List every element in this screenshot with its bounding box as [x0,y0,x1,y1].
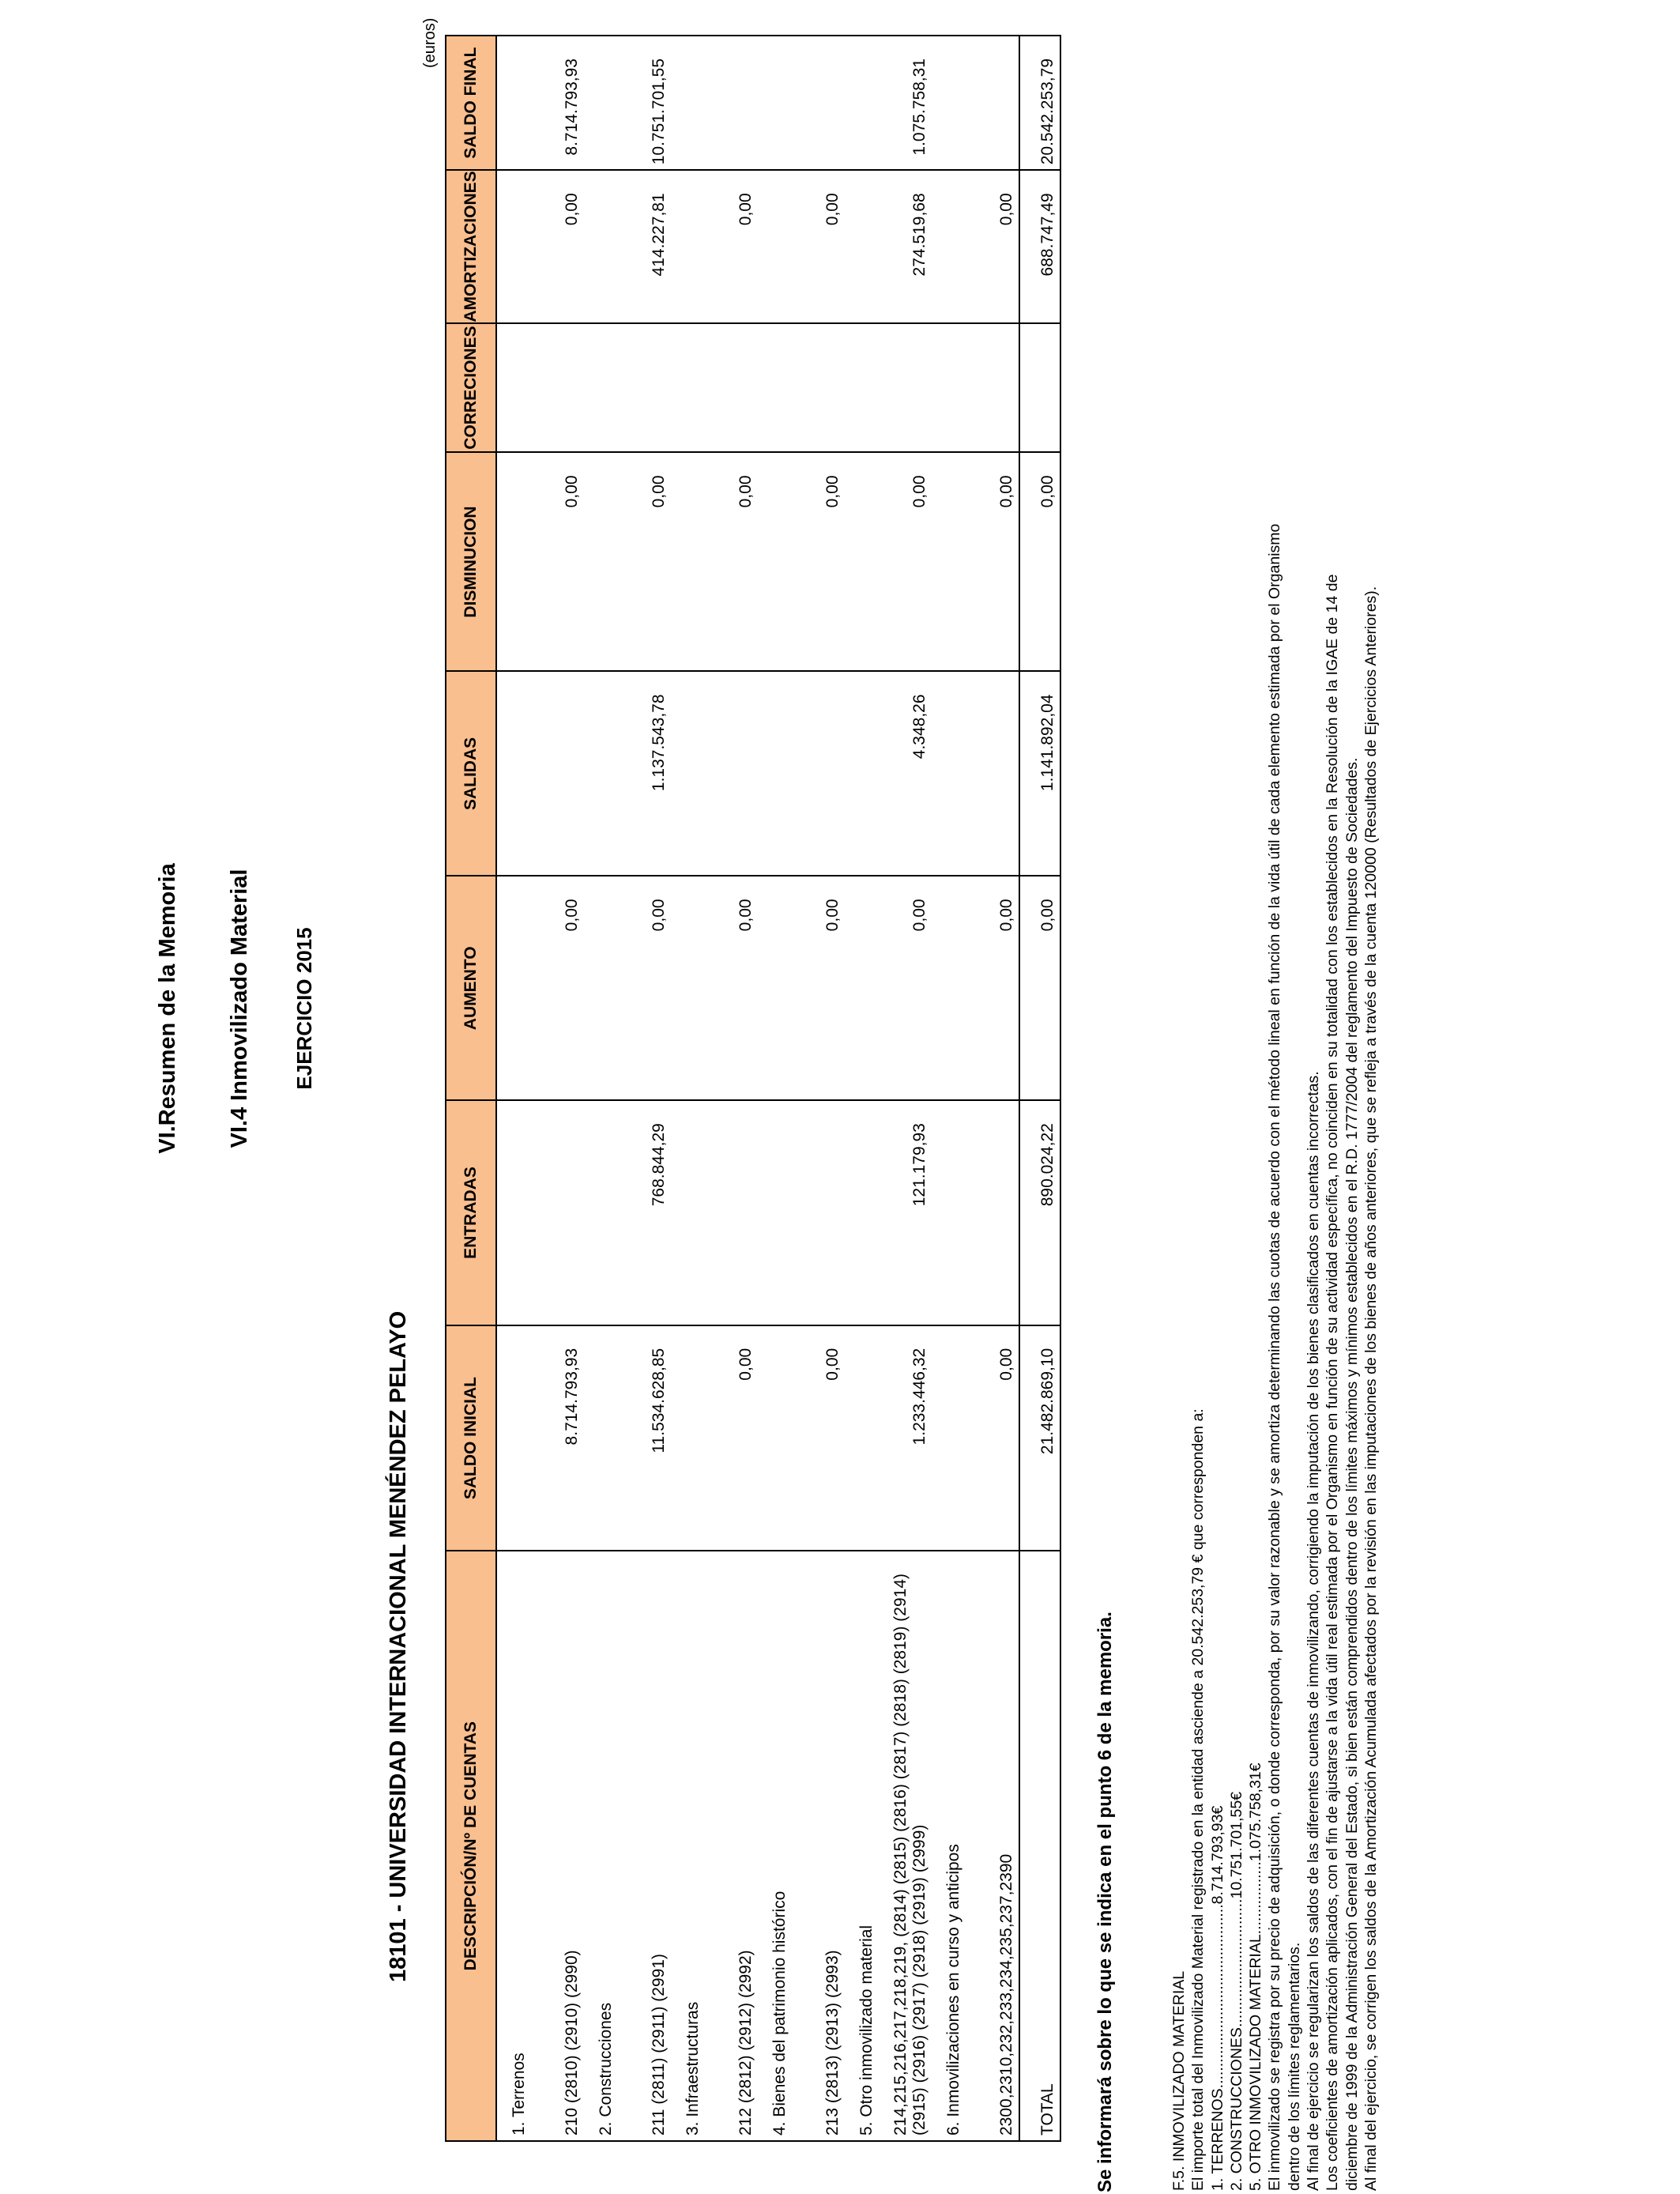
cell-value: 0,00 [802,1325,845,1551]
column-header: DISMINUCION [446,453,496,672]
cell-value: 0,00 [628,876,671,1100]
table-row [541,36,584,2141]
cell-value [889,323,932,453]
cell-value [758,170,802,322]
note-line: 1. TERRENOS...........................................8.714.793,93€ [1208,1805,1226,2191]
cell-value [932,1100,976,1325]
table-row [584,36,628,2141]
note-line: dentro de los límites reglamentarios. [1285,1942,1303,2191]
cell-value [671,1100,715,1325]
cell-value: 4.348,26 [889,671,932,876]
table-row [889,36,932,2141]
table-row [802,36,845,2141]
cell-value [496,1325,541,1551]
cell-value [976,671,1019,876]
table-row [715,36,758,2141]
cell-value: 0,00 [541,876,584,1100]
report-title: VI.Resumen de la Memoria [155,863,180,1154]
cell-value: 688.747,49 [1019,170,1060,322]
cell-value [845,170,889,322]
cell-value [496,1100,541,1325]
cell-value [932,170,976,322]
cell-value [845,1100,889,1325]
cell-value [496,323,541,453]
column-header: DESCRIPCIÓN/Nº DE CUENTAS [446,1551,496,2141]
cell-value [802,1100,845,1325]
row-label: 214,215,216,217,218,219, (2814) (2815) (2816) (2817) (2818) (2819) (2914) (2915) (2916) (2917) (2918) (2919) (2999) [889,1551,932,2141]
cell-value [541,1100,584,1325]
cell-value [932,671,976,876]
note-line: 5. OTRO INMOVILIZADO MATERIAL.................1.075.758,31€ [1247,1762,1265,2191]
row-label: TOTAL [1019,1551,1060,2141]
cell-value [802,323,845,453]
row-label: 2. Construcciones [584,1551,628,2141]
cell-value: 0,00 [541,453,584,672]
note-line: Al final de ejercicio se regularizan los saldos de las diferentes cuentas de inmovilizando, corrigiendo la imputación de los bienes clasificados en cuentas incorrectas. [1305,1071,1323,2191]
cell-value [715,36,758,170]
cell-value: 274.519,68 [889,170,932,322]
entity-name: 18101 - UNIVERSIDAD INTERNACIONAL MENÉNDEZ PELAYO [386,1310,411,1982]
cell-value [932,1325,976,1551]
row-label: 1. Terrenos [496,1551,541,2141]
cell-value: 8.714.793,93 [541,36,584,170]
cell-value [496,453,541,672]
cell-value [628,323,671,453]
cell-value: 11.534.628,85 [628,1325,671,1551]
cell-value: 1.137.543,78 [628,671,671,876]
cell-value: 21.482.869,10 [1019,1325,1060,1551]
cell-value [758,1325,802,1551]
cell-value [932,36,976,170]
row-label: 210 (2810) (2910) (2990) [541,1551,584,2141]
cell-value [758,453,802,672]
column-header: SALIDAS [446,671,496,876]
table-row [1019,36,1060,2141]
cell-value [932,323,976,453]
cell-value [758,876,802,1100]
note-line: El importe total del Inmovilizado Material registrado en la entidad asciende a 20.542.253,79 € que corresponden a: [1189,1408,1207,2191]
cell-value [845,453,889,672]
cell-value: 0,00 [715,453,758,672]
cell-value [671,36,715,170]
cell-value: 0,00 [976,170,1019,322]
cell-value: 0,00 [802,453,845,672]
cell-value [496,671,541,876]
cell-value [671,323,715,453]
row-label: 5. Otro inmovilizado material [845,1551,889,2141]
cell-value [1019,323,1060,453]
cell-value [496,36,541,170]
cell-value: 768.844,29 [628,1100,671,1325]
cell-value [845,671,889,876]
table-header-row [446,36,496,2141]
cell-value [976,323,1019,453]
cell-value: 1.075.758,31 [889,36,932,170]
column-header: AMORTIZACIONES [446,170,496,322]
cell-value [671,170,715,322]
cell-value [584,323,628,453]
cell-value [758,36,802,170]
fiscal-year-title: EJERCICIO 2015 [292,927,316,1090]
note-line: F.5. INMOVILIZADO MATERIAL [1170,1970,1188,2191]
cell-value [802,671,845,876]
cell-value [671,671,715,876]
cell-value [845,1325,889,1551]
column-header: AUMENTO [446,876,496,1100]
cell-value [976,36,1019,170]
cell-value: 0,00 [715,876,758,1100]
cell-value [976,1100,1019,1325]
column-header: CORRECIONES [446,323,496,453]
cell-value: 890.024,22 [1019,1100,1060,1325]
cell-value [584,876,628,1100]
cell-value: 121.179,93 [889,1100,932,1325]
cell-value [758,671,802,876]
note-line: diciembre de 1999 de la Administración General del Estado, si bien están comprendidos dentro de los límites máximos y mínimos establecidos en el R.D. 1777/2004 del reglamento del Impuesto de Sociedades. [1343,757,1361,2191]
table-row [496,36,541,2141]
cell-value [584,1100,628,1325]
note-line: Al final del ejercicio, se corrigen los saldos de la Amortización Acumulada afectados por la revisión en las imputaciones de los bienes de años anteriores, que se refleja a través de la cuenta 120000 (Resultados de Ejercicios Anteriores). [1362,586,1380,2191]
cell-value [845,323,889,453]
row-label: 213 (2813) (2913) (2993) [802,1551,845,2141]
cell-value: 0,00 [715,1325,758,1551]
column-header: SALDO FINAL [446,36,496,170]
cell-value [671,453,715,672]
table-row [758,36,802,2141]
cell-value: 1.233.446,32 [889,1325,932,1551]
cell-value [845,876,889,1100]
cell-value [715,1100,758,1325]
notes-block [1170,73,1381,2191]
cell-value: 0,00 [802,876,845,1100]
cell-value: 0,00 [976,876,1019,1100]
cell-value [758,323,802,453]
table-row [932,36,976,2141]
note-line: Los coeficientes de amortización aplicados, con el fin de ajustarse a la vida útil real estimada por el Organismo en función de su actividad específica, no coinciden en su totalidad con los establecidos en la Resolución de la IGAE de 14 de [1324,574,1342,2191]
column-header: ENTRADAS [446,1100,496,1325]
cell-value [541,323,584,453]
table-row [628,36,671,2141]
cell-value [802,36,845,170]
cell-value: 0,00 [1019,876,1060,1100]
cell-value [671,1325,715,1551]
cell-value: 414.227,81 [628,170,671,322]
table-body [496,36,1060,2141]
cell-value: 0,00 [541,170,584,322]
row-label: 212 (2812) (2912) (2992) [715,1551,758,2141]
cell-value [584,1325,628,1551]
cell-value [496,876,541,1100]
cell-value [584,671,628,876]
cell-value [541,671,584,876]
note-line: El inmovilizado se registra por su precio de adquisición, o donde corresponda, por su valor razonable y se amortiza determinando las cuotas de acuerdo con el método lineal en función de la vida útil de cada elemento estimada por el Organismo [1266,523,1284,2191]
currency-unit: (euros) [421,17,439,68]
row-label: 4. Bienes del patrimonio histórico [758,1551,802,2141]
cell-value: 0,00 [628,453,671,672]
inform-note: Se informará sobre lo que se indica en el punto 6 de la memoria. [1094,1612,1116,2192]
note-line: 2. CONSTRUCCIONES..............................10.751.701,55€ [1227,1791,1245,2191]
cell-value: 8.714.793,93 [541,1325,584,1551]
row-label: 2300,2310,232,233,234,235,237,2390 [976,1551,1019,2141]
table-row [671,36,715,2141]
cell-value: 0,00 [976,453,1019,672]
cell-value [715,671,758,876]
cell-value [715,323,758,453]
cell-value [584,170,628,322]
cell-value [584,453,628,672]
cell-value [845,36,889,170]
column-header: SALDO INICIAL [446,1325,496,1551]
cell-value [932,453,976,672]
table-row [845,36,889,2141]
fixed-assets-table [445,35,1061,2142]
cell-value [584,36,628,170]
cell-value: 0,00 [715,170,758,322]
cell-value [932,876,976,1100]
table-row [976,36,1019,2141]
cell-value: 0,00 [889,876,932,1100]
cell-value: 10.751.701,55 [628,36,671,170]
row-label: 6. Inmovilizaciones en curso y anticipos [932,1551,976,2141]
cell-value: 0,00 [976,1325,1019,1551]
row-label: 3. Infraestructuras [671,1551,715,2141]
cell-value [496,170,541,322]
cell-value: 20.542.253,79 [1019,36,1060,170]
cell-value [758,1100,802,1325]
cell-value: 0,00 [1019,453,1060,672]
cell-value: 1.141.892,04 [1019,671,1060,876]
cell-value: 0,00 [889,453,932,672]
cell-value [671,876,715,1100]
row-label: 211 (2811) (2911) (2991) [628,1551,671,2141]
section-title: VI.4 Inmovilizado Material [227,869,252,1148]
cell-value: 0,00 [802,170,845,322]
